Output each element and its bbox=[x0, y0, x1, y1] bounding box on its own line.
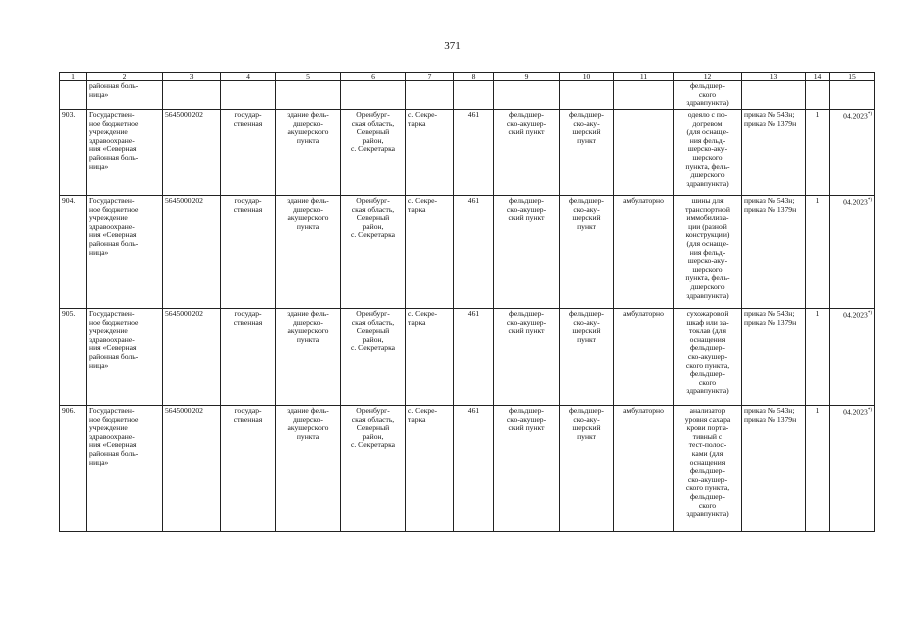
order-reference: приказ № 543н; приказ № 1379н bbox=[742, 309, 806, 406]
column-number: 12 bbox=[674, 73, 742, 81]
order-reference: приказ № 543н; приказ № 1379н bbox=[742, 406, 806, 532]
okato-code: 461 bbox=[454, 309, 494, 406]
continued-equipment: фельдшер- ского здравпункта) bbox=[674, 81, 742, 110]
footnote-mark: *) bbox=[867, 311, 872, 316]
column-number: 6 bbox=[341, 73, 406, 81]
address: Оренбург- ская область, Северный район, с. Секретарка bbox=[341, 406, 406, 532]
footnote-mark: *) bbox=[867, 198, 872, 203]
address: Оренбург- ская область, Северный район, с. Секретарка bbox=[341, 196, 406, 309]
ownership-type: государ- ственная bbox=[221, 406, 276, 532]
building-type: здание фель- дшерско- акушерского пункта bbox=[276, 406, 341, 532]
column-number: 15 bbox=[830, 73, 875, 81]
column-number: 1 bbox=[60, 73, 87, 81]
table-row bbox=[60, 406, 875, 532]
row-number: 904. bbox=[60, 196, 87, 309]
institution-code: 5645000202 bbox=[163, 196, 221, 309]
target-date bbox=[830, 309, 875, 406]
order-reference: приказ № 543н; приказ № 1379н bbox=[742, 196, 806, 309]
unit-type: фельдшер- ско-акушер- ский пункт bbox=[494, 309, 560, 406]
care-form: амбулаторно bbox=[614, 196, 674, 309]
date-value: 04.2023 bbox=[843, 310, 868, 320]
equipment: шины для транспортной иммобилиза- ции (разной конструкции) (для оснаще- ния фельд- шерско-аку- шерского пункта, фель- дшерского здравпункта) bbox=[674, 196, 742, 309]
column-number: 13 bbox=[742, 73, 806, 81]
care-form: амбулаторно bbox=[614, 406, 674, 532]
unit-name: фельдшер- ско-аку- шерский пункт bbox=[560, 110, 614, 196]
institution-name: Государствен- ное бюджетное учреждение здравоохране- ния «Северная районная боль- ница» bbox=[87, 110, 163, 196]
column-number: 4 bbox=[221, 73, 276, 81]
column-number: 7 bbox=[406, 73, 454, 81]
quantity: 1 bbox=[806, 196, 830, 309]
table-row bbox=[60, 110, 875, 196]
quantity: 1 bbox=[806, 309, 830, 406]
column-number: 2 bbox=[87, 73, 163, 81]
row-number: 903. bbox=[60, 110, 87, 196]
unit-name: фельдшер- ско-аку- шерский пункт bbox=[560, 309, 614, 406]
page-number: 371 bbox=[444, 40, 461, 52]
unit-name: фельдшер- ско-аку- шерский пункт bbox=[560, 196, 614, 309]
building-type: здание фель- дшерско- акушерского пункта bbox=[276, 110, 341, 196]
locality: с. Секре- тарка bbox=[406, 196, 454, 309]
ownership-type: государ- ственная bbox=[221, 110, 276, 196]
column-number-row bbox=[60, 73, 875, 81]
row-number: 905. bbox=[60, 309, 87, 406]
target-date bbox=[830, 406, 875, 532]
locality: с. Секре- тарка bbox=[406, 309, 454, 406]
footnote-mark: *) bbox=[867, 408, 872, 413]
institution-name: Государствен- ное бюджетное учреждение здравоохране- ния «Северная районная боль- ница» bbox=[87, 309, 163, 406]
unit-type: фельдшер- ско-акушер- ский пункт bbox=[494, 110, 560, 196]
register-table bbox=[59, 72, 875, 532]
column-number: 10 bbox=[560, 73, 614, 81]
order-reference: приказ № 543н; приказ № 1379н bbox=[742, 110, 806, 196]
building-type: здание фель- дшерско- акушерского пункта bbox=[276, 309, 341, 406]
address: Оренбург- ская область, Северный район, с. Секретарка bbox=[341, 110, 406, 196]
equipment: анализатор уровня сахара крови порта- тивный с тест-полос- ками (для оснащения фельдшер- ско-акушер- ского пункта, фельдшер- ского здравпункта) bbox=[674, 406, 742, 532]
care-form bbox=[614, 110, 674, 196]
equipment: одеяло с по- догревом (для оснаще- ния фельд- шерско-аку- шерского пункта, фель- дшерского здравпункта) bbox=[674, 110, 742, 196]
equipment: сухожаровой шкаф или за- токлав (для оснащения фельдшер- ско-акушер- ского пункта, фельдшер- ского здравпункта) bbox=[674, 309, 742, 406]
target-date bbox=[830, 110, 875, 196]
column-number: 14 bbox=[806, 73, 830, 81]
okato-code: 461 bbox=[454, 110, 494, 196]
okato-code: 461 bbox=[454, 406, 494, 532]
row-number: 906. bbox=[60, 406, 87, 532]
continued-institution: районная боль- ница» bbox=[87, 81, 163, 110]
institution-code: 5645000202 bbox=[163, 309, 221, 406]
date-value: 04.2023 bbox=[843, 407, 868, 417]
column-number: 3 bbox=[163, 73, 221, 81]
date-value: 04.2023 bbox=[843, 197, 868, 207]
column-number: 8 bbox=[454, 73, 494, 81]
quantity: 1 bbox=[806, 406, 830, 532]
ownership-type: государ- ственная bbox=[221, 196, 276, 309]
locality: с. Секре- тарка bbox=[406, 406, 454, 532]
locality: с. Секре- тарка bbox=[406, 110, 454, 196]
address: Оренбург- ская область, Северный район, с. Секретарка bbox=[341, 309, 406, 406]
column-number: 5 bbox=[276, 73, 341, 81]
unit-name: фельдшер- ско-аку- шерский пункт bbox=[560, 406, 614, 532]
continuation-row bbox=[60, 81, 875, 110]
institution-name: Государствен- ное бюджетное учреждение здравоохране- ния «Северная районная боль- ница» bbox=[87, 406, 163, 532]
quantity: 1 bbox=[806, 110, 830, 196]
table-row bbox=[60, 309, 875, 406]
institution-code: 5645000202 bbox=[163, 110, 221, 196]
footnote-mark: *) bbox=[867, 112, 872, 117]
institution-name: Государствен- ное бюджетное учреждение здравоохране- ния «Северная районная боль- ница» bbox=[87, 196, 163, 309]
column-number: 9 bbox=[494, 73, 560, 81]
unit-type: фельдшер- ско-акушер- ский пункт bbox=[494, 196, 560, 309]
institution-code: 5645000202 bbox=[163, 406, 221, 532]
ownership-type: государ- ственная bbox=[221, 309, 276, 406]
table-row bbox=[60, 196, 875, 309]
building-type: здание фель- дшерско- акушерского пункта bbox=[276, 196, 341, 309]
target-date bbox=[830, 196, 875, 309]
column-number: 11 bbox=[614, 73, 674, 81]
unit-type: фельдшер- ско-акушер- ский пункт bbox=[494, 406, 560, 532]
okato-code: 461 bbox=[454, 196, 494, 309]
date-value: 04.2023 bbox=[843, 111, 868, 121]
care-form: амбулаторно bbox=[614, 309, 674, 406]
